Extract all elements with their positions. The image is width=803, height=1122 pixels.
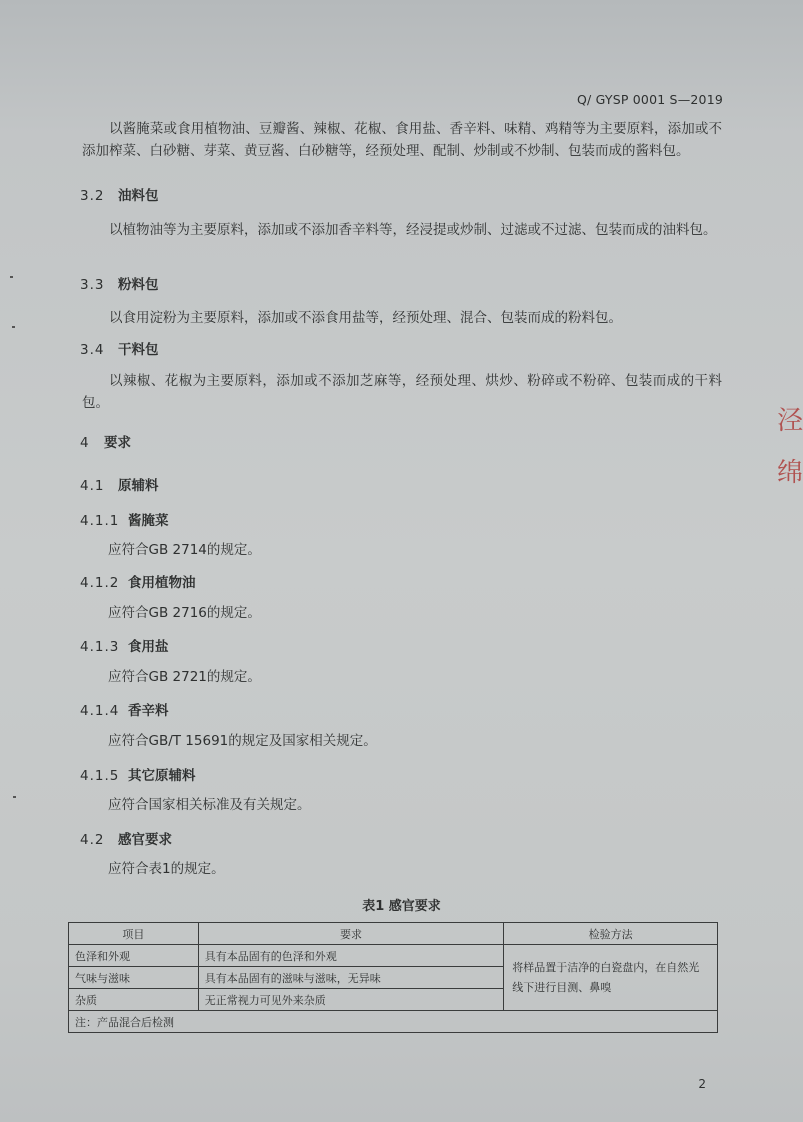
section-title: 油料包 xyxy=(118,188,159,204)
header-requirement: 要求 xyxy=(198,923,504,945)
section-4-1-4-heading xyxy=(80,699,169,719)
section-4-1-1-heading xyxy=(80,509,169,529)
red-seal-stamp: 泾 绵 xyxy=(776,406,803,488)
item-cell: 杂质 xyxy=(69,989,199,1011)
section-4-1-heading xyxy=(80,474,159,494)
section-number: 4.1.2 xyxy=(80,575,120,591)
section-3-4-text: 以辣椒、花椒为主要原料，添加或不添加芝麻等，经预处理、烘炒、粉碎或不粉碎、包装而成的干料包。 xyxy=(82,373,722,411)
section-3-4-heading xyxy=(80,338,159,358)
section-number: 3.4 xyxy=(80,342,105,358)
section-3-3-heading xyxy=(80,273,159,293)
section-title: 其它原辅料 xyxy=(128,768,196,784)
table-note-row xyxy=(69,1011,718,1033)
scan-speck xyxy=(13,796,16,798)
intro-paragraph: 以酱腌菜或食用植物油、豆瓣酱、辣椒、花椒、食用盐、香辛料、味精、鸡精等为主要原料，添加或不添加榨菜、白砂糖、芽菜、黄豆酱、白砂糖等，经预处理、配制、炒制或不炒制、包装而成的酱料包。 xyxy=(82,121,722,159)
section-number: 3.3 xyxy=(80,277,105,293)
section-title: 干料包 xyxy=(118,342,159,358)
header-method: 检验方法 xyxy=(504,923,718,945)
section-3-2-heading xyxy=(80,184,159,204)
section-3-3-text: 以食用淀粉为主要原料，添加或不添食用盐等，经预处理、混合、包装而成的粉料包。 xyxy=(109,310,622,326)
section-number: 4.2 xyxy=(80,832,105,848)
table-row xyxy=(69,945,718,967)
table-note: 注：产品混合后检测 xyxy=(69,1011,718,1033)
item-cell: 气味与滋味 xyxy=(69,967,199,989)
header-item: 项目 xyxy=(69,923,199,945)
section-number: 3.2 xyxy=(80,188,105,204)
sensory-requirements-table xyxy=(68,922,718,1033)
requirement-cell: 具有本品固有的色泽和外观 xyxy=(198,945,504,967)
section-number: 4.1.5 xyxy=(80,768,120,784)
page-number: 2 xyxy=(698,1077,706,1091)
scan-speck xyxy=(10,276,13,278)
section-title: 要求 xyxy=(104,435,131,451)
section-title: 食用植物油 xyxy=(128,575,196,591)
section-title: 原辅料 xyxy=(118,478,159,494)
section-4-1-3-text: 应符合GB 2721的规定。 xyxy=(108,669,261,685)
section-4-1-2-heading xyxy=(80,571,196,591)
section-4-2-heading xyxy=(80,828,172,848)
table-caption: 表1 感官要求 xyxy=(362,899,441,914)
section-4-1-4-text: 应符合GB/T 15691的规定及国家相关规定。 xyxy=(108,733,377,749)
section-title: 粉料包 xyxy=(118,277,159,293)
section-4-1-5-text: 应符合国家相关标准及有关规定。 xyxy=(108,797,311,813)
scan-speck xyxy=(12,326,15,328)
section-title: 香辛料 xyxy=(128,703,169,719)
section-number: 4.1 xyxy=(80,478,105,494)
section-number: 4.1.1 xyxy=(80,513,120,529)
table-header-row xyxy=(69,923,718,945)
requirement-cell: 无正常视力可见外来杂质 xyxy=(198,989,504,1011)
section-title: 食用盐 xyxy=(128,639,169,655)
section-4-heading xyxy=(80,431,131,451)
section-title: 感官要求 xyxy=(118,832,172,848)
section-4-1-1-text: 应符合GB 2714的规定。 xyxy=(108,542,261,558)
section-title: 酱腌菜 xyxy=(128,513,169,529)
standard-code: Q/ GYSP 0001 S—2019 xyxy=(577,92,723,107)
section-number: 4 xyxy=(80,435,90,451)
section-4-1-3-heading xyxy=(80,635,169,655)
method-cell: 将样品置于洁净的白瓷盘内，在自然光线下进行目测、鼻嗅 xyxy=(504,945,718,1011)
item-cell: 色泽和外观 xyxy=(69,945,199,967)
section-4-1-2-text: 应符合GB 2716的规定。 xyxy=(108,605,261,621)
section-number: 4.1.4 xyxy=(80,703,120,719)
section-number: 4.1.3 xyxy=(80,639,120,655)
section-4-2-text: 应符合表1的规定。 xyxy=(108,861,225,877)
section-4-1-5-heading xyxy=(80,764,196,784)
requirement-cell: 具有本品固有的滋味与滋味，无异味 xyxy=(198,967,504,989)
section-3-2-text: 以植物油等为主要原料，添加或不添加香辛料等，经浸提或炒制、过滤或不过滤、包装而成的油料包。 xyxy=(109,222,717,238)
